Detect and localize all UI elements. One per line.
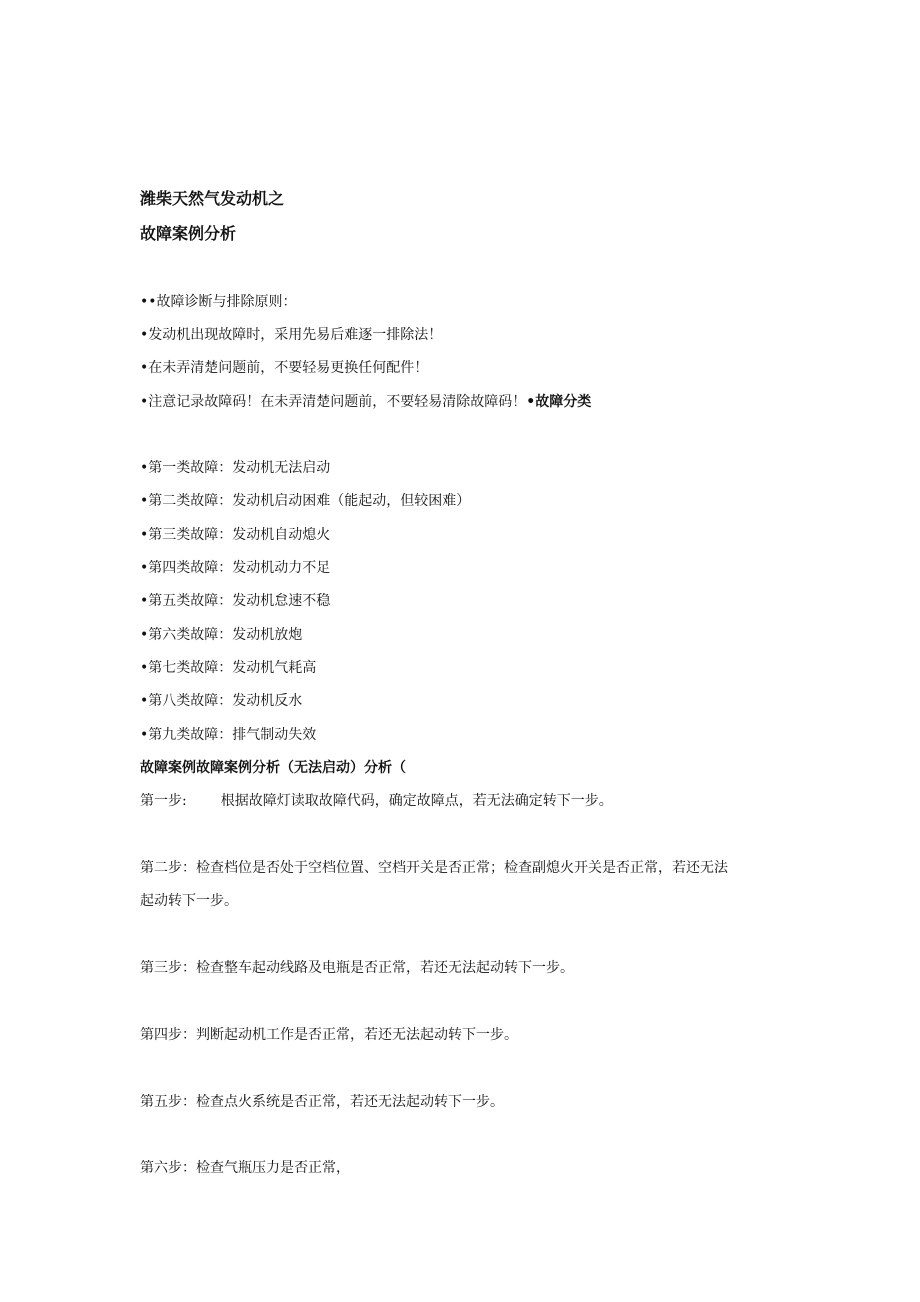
principle-item-3 xyxy=(140,392,591,412)
principles-heading: ••故障诊断与排除原则： xyxy=(140,294,297,310)
category-item-7: •第七类故障：发动机气耗高 xyxy=(140,660,317,676)
category-item-8: •第八类故障：发动机反水 xyxy=(140,693,303,709)
category-item-5: •第五类故障：发动机怠速不稳 xyxy=(140,593,331,609)
category-item-6: •第六类故障：发动机放炮 xyxy=(140,627,303,643)
title-line-2: 故障案例分析 xyxy=(140,224,237,243)
category-item-4: •第四类故障：发动机动力不足 xyxy=(140,560,331,576)
principle-item-1: •发动机出现故障时，采用先易后难逐一排除法！ xyxy=(140,327,443,343)
case-analysis-heading: 故障案例故障案例分析（无法启动）分析（ xyxy=(140,760,406,776)
step-5: 第五步：检查点火系统是否正常，若还无法起动转下一步。 xyxy=(140,1094,504,1110)
category-item-9: •第九类故障：排气制动失效 xyxy=(140,727,317,743)
title-line-1: 潍柴天然气发动机之 xyxy=(140,189,285,208)
category-item-3: •第三类故障：发动机自动熄火 xyxy=(140,527,331,543)
step-3: 第三步：检查整车起动线路及电瓶是否正常，若还无法起动转下一步。 xyxy=(140,960,574,976)
step-6: 第六步：检查气瓶压力是否正常， xyxy=(140,1160,350,1176)
step-4: 第四步：判断起动机工作是否正常，若还无法起动转下一步。 xyxy=(140,1027,518,1043)
category-item-1: •第一类故障：发动机无法启动 xyxy=(140,460,331,476)
principle-item-3-text: •注意记录故障码！在未弄清楚问题前，不要轻易清除故障码！ xyxy=(140,394,527,410)
step-1-text: 根据故障灯读取故障代码，确定故障点，若无法确定转下一步。 xyxy=(220,793,613,809)
step-2-line-2: 起动转下一步。 xyxy=(140,893,238,909)
category-item-2: •第二类故障：发动机启动困难（能起动，但较困难） xyxy=(140,493,471,509)
step-1-label: 第一步: xyxy=(140,793,187,809)
step-1 xyxy=(140,791,613,811)
principle-item-2: •在未弄清楚问题前，不要轻易更换任何配件！ xyxy=(140,360,429,376)
fault-classification-heading: •故障分类 xyxy=(526,394,592,410)
step-2-line-1: 第二步：检查档位是否处于空档位置、空档开关是否正常；检查副熄火开关是否正常，若还无法 xyxy=(140,860,728,876)
